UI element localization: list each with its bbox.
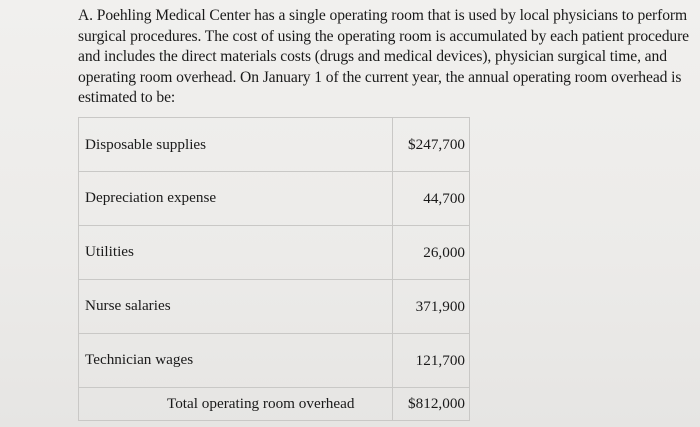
row-amount: 121,700	[392, 334, 469, 388]
table-row	[79, 118, 470, 172]
problem-statement: A. Poehling Medical Center has a single operating room that is used by local physicians to perform surgical procedures. The cost of using the operating room is accumulated by each patient procedure and includes the direct materials costs (drugs and medical devices), physician surgical time, and operating room overhead. On January 1 of the current year, the annual operating room overhead is estimated to be:	[78, 7, 689, 106]
table-row	[79, 280, 470, 334]
row-label: Disposable supplies	[79, 118, 393, 172]
row-label: Depreciation expense	[79, 172, 393, 226]
total-label: Total operating room overhead	[79, 388, 393, 421]
row-label: Utilities	[79, 226, 393, 280]
table-row	[79, 226, 470, 280]
row-amount: 44,700	[392, 172, 469, 226]
row-amount: 26,000	[392, 226, 469, 280]
total-row	[79, 388, 470, 421]
row-amount: 371,900	[392, 280, 469, 334]
total-amount: $812,000	[392, 388, 469, 421]
row-label: Technician wages	[79, 334, 393, 388]
table-row	[79, 334, 470, 388]
row-amount: $247,700	[392, 118, 469, 172]
table-row	[79, 172, 470, 226]
row-label: Nurse salaries	[79, 280, 393, 334]
overhead-table	[78, 117, 470, 421]
